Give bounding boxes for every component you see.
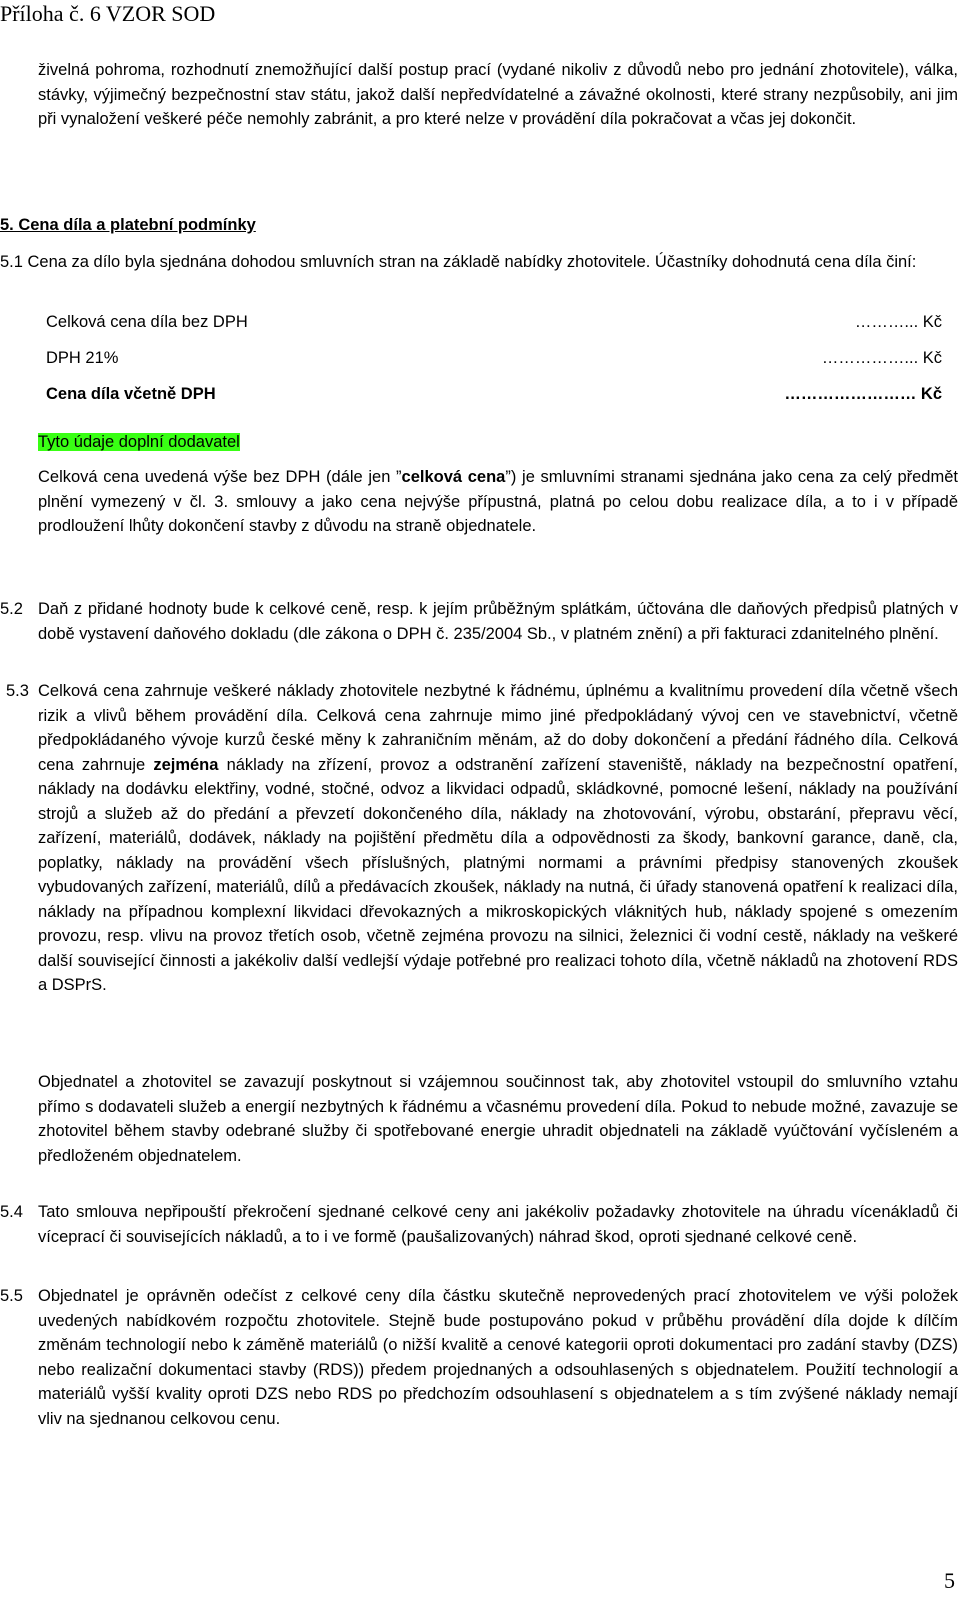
section-5-2-text: Daň z přidané hodnoty bude k celkové ceně, resp. k jejím průběžným splátkám, účtována dle daňových předpisů platných v době vystavení daňového dokladu (dle zákona o DPH č. 235/2004 Sb., v platném znění) a při fakturaci zdanitelného plnění. [38, 600, 958, 643]
price-label-vat: DPH 21% [46, 349, 119, 367]
page-number: 5 [944, 1568, 955, 1593]
section-5-3-paragraph-2 [38, 1070, 958, 1168]
section-5-3-text [38, 679, 958, 998]
section-5-2-number: 5.2 [0, 600, 23, 618]
total-para-c: ”) je smluvními stranami sjednána jako cena za celý předmět plnění vymezený v čl. 3. smlouvy a jako cena nejvýše přípustná, platná po celou dobu realizace díla, a to i v případě prodloužení lhůty dokončení stavby z důvodu na straně objednatele. [38, 468, 958, 535]
intro-paragraph [38, 58, 958, 132]
section-5-5-text: Objednatel je oprávněn odečíst z celkové ceny díla částku skutečně neprovedených prací zhotovitelem ve výši položek uvedených nabídkovém rozpočtu zhotovitele. Stejně bude postupováno pokud v průběhu provádění díla dojde k dílčím změnám technologií nebo k záměně materiálů (o nižší kvalitě a cenové kategorii oproti dokumentaci pro zadání stavby (DZS) nebo realizační dokumentaci stavby (RDS)) předem projednaných a odsouhlasených s objednatelem. Použití technologií a materiálů vyšší kvality oproti DZS nebo RDS po předchozím odsouhlasení s objednatelem a s tím zvýšené náklady nemají vliv na sjednanou celkovou cenu. [38, 1287, 958, 1428]
section-5-5-number: 5.5 [0, 1287, 23, 1305]
section-5-3-text-a: Celková cena zahrnuje veškeré náklady zhotovitele nezbytné k řádnému, úplnému a kvalitnímu provedení díla včetně všech rizik a vlivů během provádění díla. Celková cena zahrnuje mimo jiné předpokládaný vývoj cen ve stavebnictví, včetně předpokládaného vývoje kurzů české měny k zahraničním měnám, až do doby dokončení a předání řádného díla. Celková cena zahrnuje [38, 682, 958, 774]
section-5-4-number: 5.4 [0, 1203, 23, 1221]
section-5-1-text: 5.1 Cena za dílo byla sjednána dohodou smluvních stran na základě nabídky zhotovitele. Účastníky dohodnutá cena díla činí: [0, 253, 917, 271]
supplier-note [38, 430, 240, 454]
total-para-term: celková cena [401, 468, 506, 486]
price-value-total: …………………… Kč [784, 385, 942, 403]
page-header: Příloha č. 6 VZOR SOD [0, 1, 216, 26]
total-para-a: Celková cena uvedená výše bez DPH (dále jen ” [38, 468, 402, 486]
section-heading: 5. Cena díla a platební podmínky [0, 216, 256, 234]
section-5-3-emphasis: zejména [153, 755, 219, 774]
section-5-3-text-c: náklady na zřízení, provoz a odstranění zařízení staveniště, náklady na bezpečnostní opatření, náklady na dodávku elektřiny, vodné, stočné, odvoz a likvidaci odpadů, skládkovné, pomocné lešení, náklady na používání strojů a služeb až do předání a převzetí dokončeného díla, náklady na zhotovování, výrobu, obstarání, přepravu věcí, zařízení, materiálů, dodávek, náklady na pojištění předmětu díla a odpovědnosti za škody, bankovní garance, daně, cla, poplatky, náklady na provádění všech příslušných, platnými normami a právními předpisy stanovených zkoušek vybudovaných zařízení, materiálů, dílů a předávacích zkoušek, náklady na nutná, či úřady stanovená opatření k realizaci díla, náklady na případnou komplexní likvidaci dřevokazných a mikroskopických vláknitých hub, náklady spojené s omezením provozu, resp. vlivu na provoz třetích osob, včetně zejména provozu na silnici, železnici či vodní cestě, náklady na veškeré další související činnosti a jakékoliv další vedlejší výdaje potřebné pro realizaci tohoto díla, včetně nákladů na zhotovení RDS a DSPrS. [38, 755, 958, 994]
section-5-3-para2-text: Objednatel a zhotovitel se zavazují poskytnout si vzájemnou součinnost tak, aby zhotovitel vstoupil do smluvního vztahu přímo s dodavateli služeb a energií nezbytných k řádnému a včasnému provedení díla. Pokud to nebude možné, zavazuje se zhotovitel během stavby odebrané služby či spotřebované energie uhradit objednateli na základě vyúčtování vyčísleném a předloženém objednatelem. [38, 1073, 958, 1165]
supplier-note-text: Tyto údaje doplní dodavatel [38, 433, 240, 451]
price-label-net: Celková cena díla bez DPH [46, 313, 248, 331]
price-label-total: Cena díla včetně DPH [46, 385, 216, 403]
price-value-vat: ……………... Kč [821, 349, 942, 367]
section-5-3-number: 5.3 [6, 682, 29, 700]
intro-text: živelná pohroma, rozhodnutí znemožňující další postup prací (vydané nikoliv z důvodů nebo pro jednání zhotovitele), válka, stávky, výjimečný bezpečnostní stav státu, jakož další nepředvídatelné a závažné okolnosti, které strany nezpůsobily, ani jim při vynaložení veškeré péče nemohly zabránit, a pro které nelze v provádění díla pokračovat a včas jej dokončit. [38, 61, 958, 128]
price-value-net: ………... Kč [854, 313, 942, 331]
total-price-paragraph [38, 465, 958, 539]
section-5-4-text: Tato smlouva nepřipouští překročení sjednané celkové ceny ani jakékoliv požadavky zhotovitele na úhradu vícenákladů či víceprací či souvisejících nákladů, a to i ve formě (paušalizovaných) náhrad škod, oproti sjednané celkové ceně. [38, 1203, 958, 1246]
